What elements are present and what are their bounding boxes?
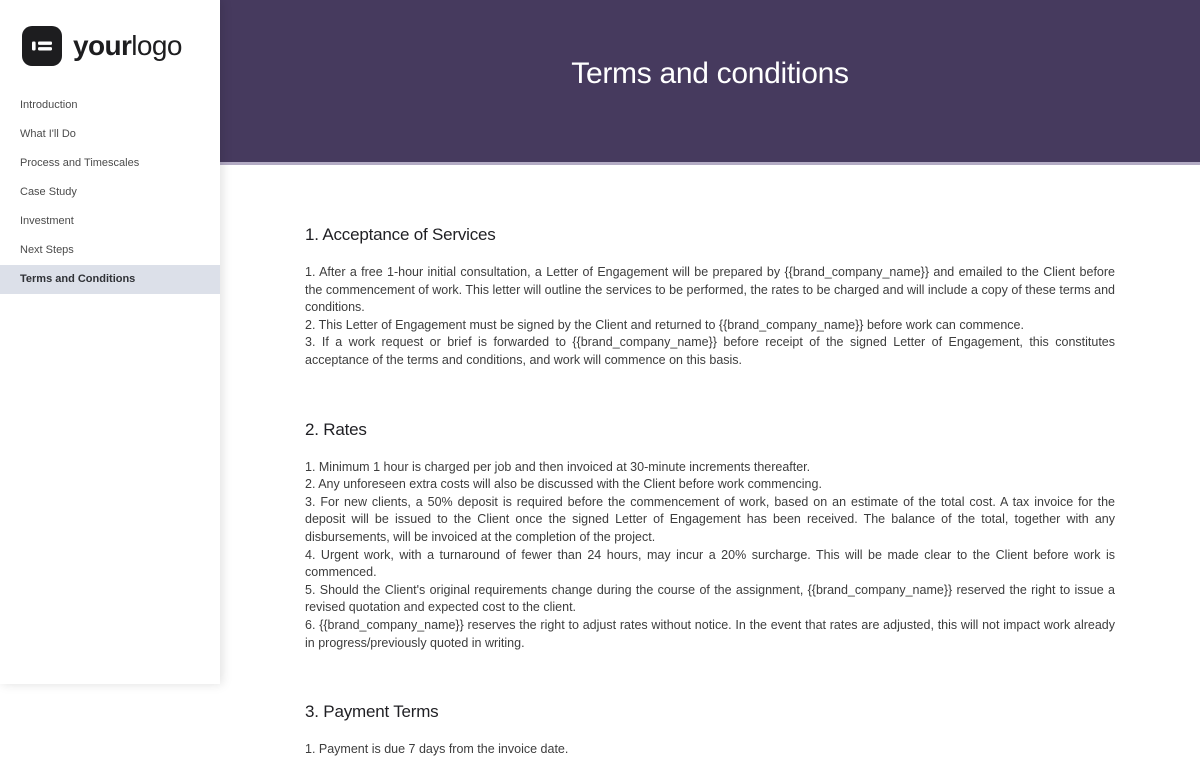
sidebar-item-investment[interactable]: Investment xyxy=(20,215,74,227)
sidebar-item-process-and-timescales[interactable]: Process and Timescales xyxy=(20,157,140,169)
page-title: Terms and conditions xyxy=(571,57,849,90)
main-area xyxy=(220,0,1200,757)
document-content xyxy=(220,165,1200,759)
logo xyxy=(0,0,220,66)
sidebar-item-introduction[interactable]: Introduction xyxy=(20,99,78,111)
sidebar-item-case-study[interactable]: Case Study xyxy=(20,186,77,198)
sidebar-item-next-steps[interactable]: Next Steps xyxy=(20,244,74,256)
sidebar-item-terms-and-conditions[interactable]: Terms and Conditions xyxy=(0,265,220,294)
section-heading: 3. Payment Terms xyxy=(305,702,439,722)
section-paragraph: 6. {{brand_company_name}} reserves the right to adjust rates without notice. In the event that rates are adjusted, this will not impact work already in progress/previously quoted in writing. xyxy=(305,617,1115,650)
section-paragraph: 3. For new clients, a 50% deposit is required before the commencement of work, based on an estimate of the total cost. A tax invoice for the deposit will be issued to the Client once the signed Letter of Engagement has been received. The balance of the total, together with any disbursements, will be invoiced at the completion of the project. xyxy=(305,494,1115,544)
section-paragraph: 3. If a work request or brief is forwarded to {{brand_company_name}} before receipt of the signed Letter of Engagement, this constitutes acceptance of the terms and conditions, and work will commence on this basis. xyxy=(305,335,1115,367)
section-paragraph: 1. Payment is due 7 days from the invoice date. xyxy=(305,742,569,757)
document-section-2-rates xyxy=(305,420,1115,653)
sidebar-nav xyxy=(0,91,220,294)
sidebar-item-what-i-ll-do[interactable]: What I'll Do xyxy=(20,128,76,140)
section-paragraph: 2. Any unforeseen extra costs will also be discussed with the Client before work commencing. xyxy=(305,477,822,492)
section-paragraph: 1. After a free 1-hour initial consultation, a Letter of Engagement will be prepared by {{brand_company_name}} and emailed to the Client before the commencement of work. This letter will outline the services to be performed, the rates to be charged and will include a copy of these terms and conditions. xyxy=(305,265,1115,315)
section-paragraph: 4. Urgent work, with a turnaround of fewer than 24 hours, may incur a 20% surcharge. This will be made clear to the Client before work is commenced. xyxy=(305,547,1115,580)
section-heading: 1. Acceptance of Services xyxy=(305,225,496,244)
document-section-1-acceptance-of-services xyxy=(305,225,1115,370)
document-section-3-payment-terms xyxy=(305,702,1115,759)
page-header-banner xyxy=(220,0,1200,165)
section-paragraph: 1. Minimum 1 hour is charged per job and then invoiced at 30-minute increments thereafter. xyxy=(305,459,811,474)
section-paragraph: 2. This Letter of Engagement must be signed by the Client and returned to {{brand_company_name}} before work can commence. xyxy=(305,317,1024,332)
sidebar-nav-list xyxy=(0,91,220,294)
sidebar xyxy=(0,0,220,684)
yourlogo-mark-icon xyxy=(22,26,62,66)
logo-text: yourlogo xyxy=(73,30,182,61)
section-paragraph: 5. Should the Client's original requirements change during the course of the assignment, {{brand_company_name}} reserved the right to issue a revised quotation and expected cost to the client. xyxy=(305,582,1115,615)
section-heading: 2. Rates xyxy=(305,419,367,439)
